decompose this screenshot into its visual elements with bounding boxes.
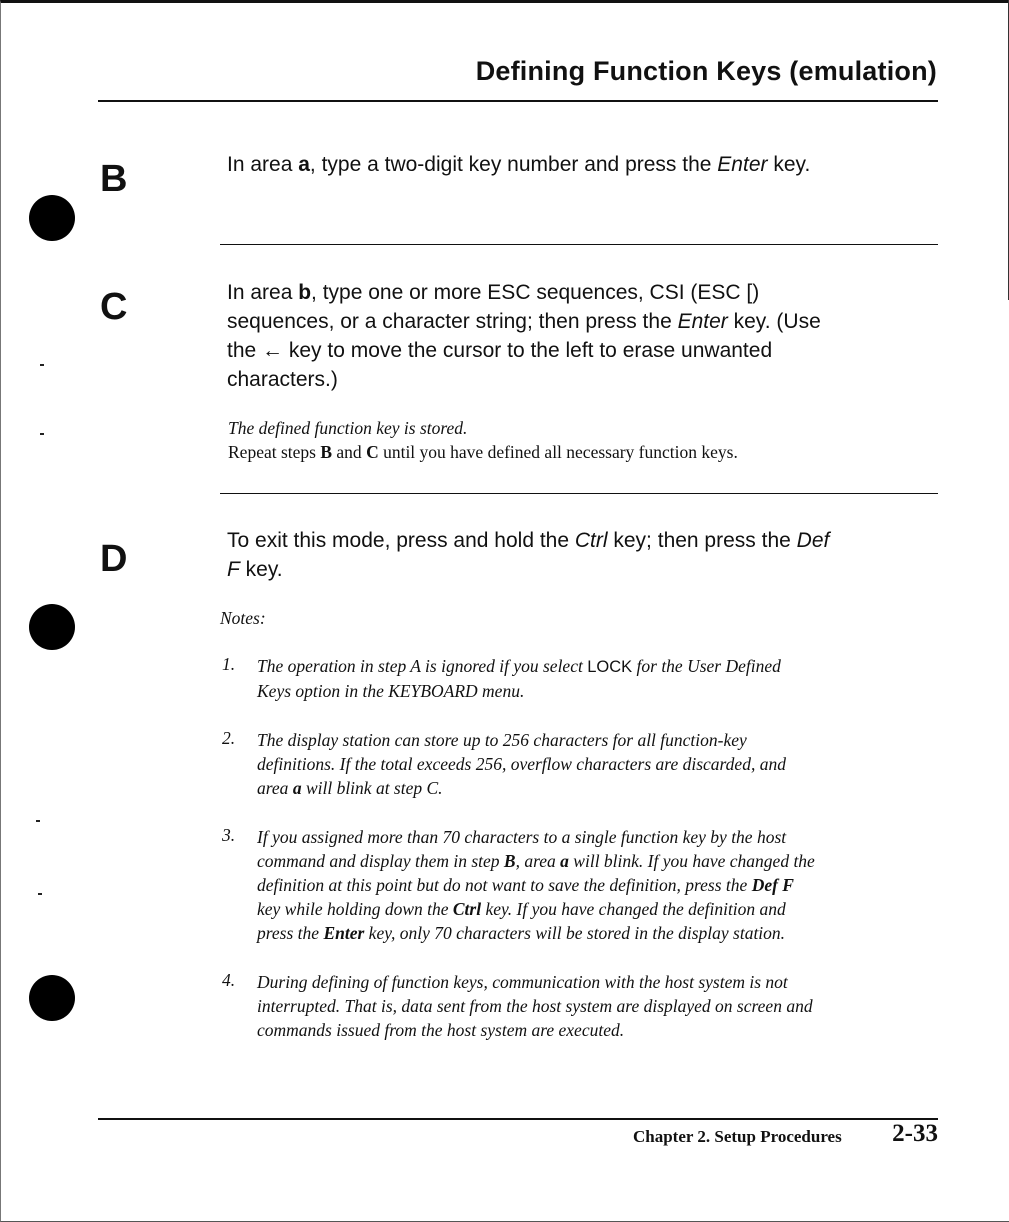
margin-mark <box>36 820 40 822</box>
step-letter-d: D <box>100 538 128 580</box>
binder-hole-top <box>29 195 75 241</box>
margin-mark <box>40 433 44 435</box>
step-divider <box>220 244 938 245</box>
notes-heading: Notes: <box>220 608 266 628</box>
note-1: The operation in step A is ignored if you select LOCK for the User Defined Keys option in the KEYBOARD menu. <box>257 656 781 701</box>
header-rule <box>98 100 938 102</box>
step-d-instruction: To exit this mode, press and hold the Ctrl key; then press the Def F key. <box>227 529 830 581</box>
note-3: If you assigned more than 70 characters to a single function key by the host command and display them in step B, area a will blink. If you have changed the definition at this point but do not want to save the definition, press the Def F key while holding down the Ctrl key. If you have changed the definition and press the Enter key, only 70 characters will be stored in the display station. <box>257 827 815 943</box>
step-c-result: The defined function key is stored. <box>228 418 468 438</box>
step-b-instruction: In area a, type a two-digit key number and press the Enter key. <box>227 153 811 176</box>
footer-rule <box>98 1118 938 1120</box>
note-number: 2. <box>222 728 236 748</box>
binder-hole-middle <box>29 604 75 650</box>
page-number: 2-33 <box>892 1120 938 1147</box>
margin-mark <box>40 364 44 366</box>
step-c-instruction: In area b, type one or more ESC sequences, CSI (ESC [) sequences, or a character string; then press the Enter key. (Use the ← key to move the cursor to the left to erase unwanted characters.) <box>227 281 821 391</box>
note-number: 1. <box>222 654 236 674</box>
note-2: The display station can store up to 256 characters for all function-key definitions. If the total exceeds 256, overflow characters are discarded, and area a will blink at step C. <box>257 730 786 798</box>
step-divider <box>220 493 938 494</box>
note-4: During defining of function keys, communication with the host system is not interrupted. That is, data sent from the host system are displayed on screen and commands issued from the host system are executed. <box>257 972 813 1040</box>
note-number: 3. <box>222 825 236 845</box>
step-letter-c: C <box>100 286 128 328</box>
note-number: 4. <box>222 970 236 990</box>
footer-chapter: Chapter 2. Setup Procedures <box>633 1127 842 1146</box>
binder-hole-bottom <box>29 975 75 1021</box>
step-letter-b: B <box>100 158 128 200</box>
step-c-repeat: Repeat steps B and C until you have defined all necessary function keys. <box>228 442 738 462</box>
page-title: Defining Function Keys (emulation) <box>475 56 937 86</box>
margin-mark <box>38 893 42 895</box>
